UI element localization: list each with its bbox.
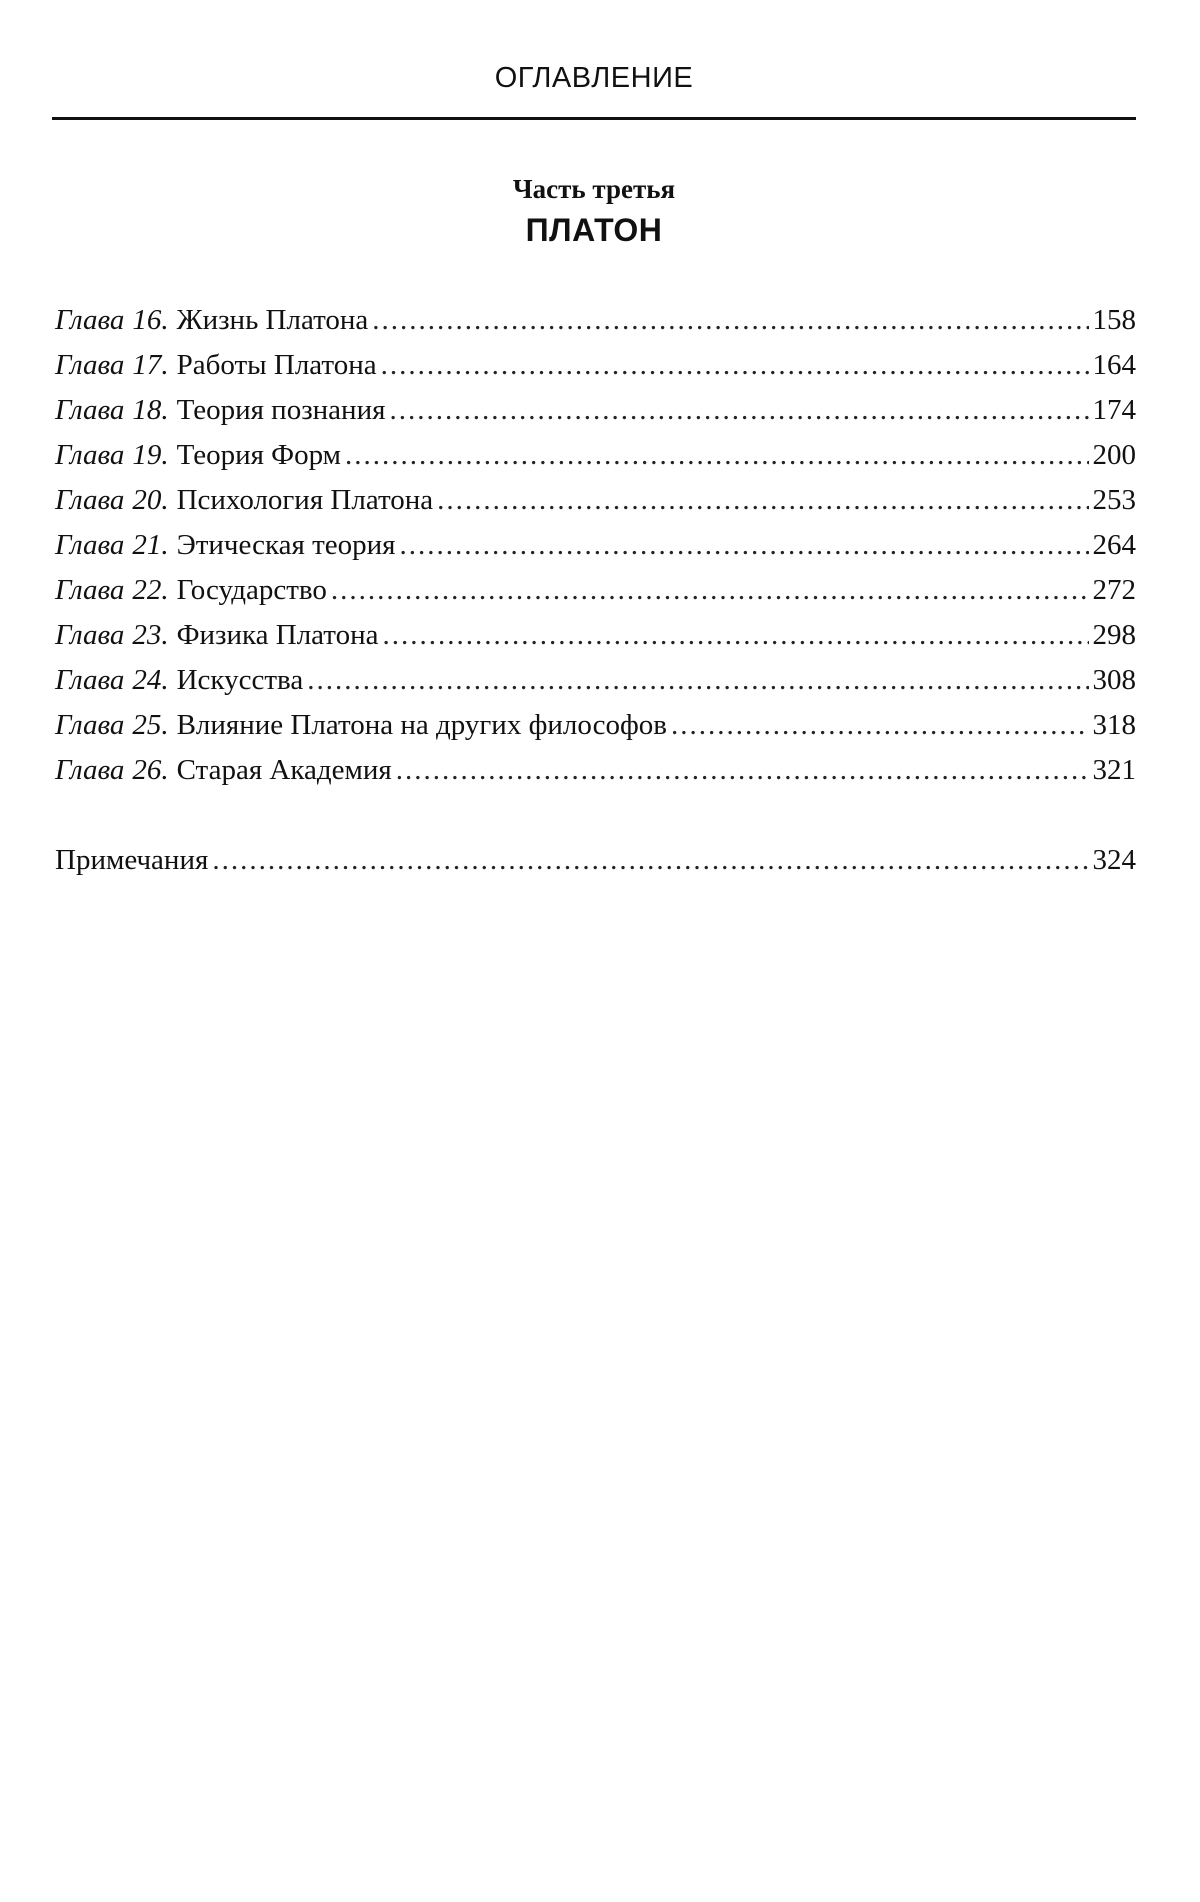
page-number: 308 — [1092, 664, 1136, 696]
running-head: ОГЛАВЛЕНИЕ — [494, 62, 694, 94]
dot-leader — [372, 298, 1088, 343]
chapter-number: 20. — [132, 484, 169, 516]
chapter-number: 16. — [132, 304, 169, 336]
chapter-number: 17. — [132, 349, 169, 381]
chapter-title: Государство — [176, 574, 327, 606]
toc-entry — [55, 478, 1136, 523]
dot-leader — [381, 343, 1089, 388]
part-label: Часть третья — [512, 174, 676, 204]
dot-leader — [212, 838, 1088, 883]
dot-leader — [307, 658, 1088, 703]
toc-entry — [55, 658, 1136, 703]
chapter-label: Глава — [55, 529, 125, 561]
chapter-number: 24. — [132, 664, 169, 696]
toc-entry — [55, 748, 1136, 793]
notes-title: Примечания — [55, 844, 209, 876]
dot-leader — [345, 433, 1088, 478]
chapter-label: Глава — [55, 709, 125, 741]
chapter-title: Влияние Платона на других философов — [176, 709, 667, 741]
chapter-title: Теория Форм — [176, 439, 342, 471]
dot-leader — [671, 703, 1089, 748]
toc-entry — [55, 388, 1136, 433]
chapter-title: Физика Платона — [176, 619, 379, 651]
chapter-number: 22. — [132, 574, 169, 606]
toc-entry — [55, 298, 1136, 343]
page-number: 298 — [1092, 619, 1136, 651]
page-number: 174 — [1092, 394, 1136, 426]
dot-leader — [331, 568, 1089, 613]
chapter-label: Глава — [55, 439, 125, 471]
chapter-number: 21. — [132, 529, 169, 561]
toc-entry — [55, 343, 1136, 388]
chapter-title: Теория познания — [176, 394, 386, 426]
chapter-label: Глава — [55, 754, 125, 786]
chapter-title: Жизнь Платона — [176, 304, 369, 336]
page-number: 318 — [1092, 709, 1136, 741]
dot-leader — [400, 523, 1089, 568]
header-rule — [52, 117, 1136, 120]
toc-entry — [55, 433, 1136, 478]
chapter-title: Психология Платона — [176, 484, 434, 516]
chapter-number: 26. — [132, 754, 169, 786]
page-number: 264 — [1092, 529, 1136, 561]
chapter-number: 23. — [132, 619, 169, 651]
chapter-label: Глава — [55, 574, 125, 606]
chapter-label: Глава — [55, 304, 125, 336]
dot-leader — [396, 748, 1089, 793]
chapter-label: Глава — [55, 349, 125, 381]
page-number: 321 — [1092, 754, 1136, 786]
dot-leader — [383, 613, 1089, 658]
toc-entry — [55, 568, 1136, 613]
chapter-number: 18. — [132, 394, 169, 426]
page-number: 253 — [1092, 484, 1136, 516]
chapter-number: 25. — [132, 709, 169, 741]
toc-entry — [55, 523, 1136, 568]
page-number: 200 — [1092, 439, 1136, 471]
notes-entry — [55, 838, 1136, 883]
chapter-number: 19. — [132, 439, 169, 471]
chapter-label: Глава — [55, 664, 125, 696]
dot-leader — [389, 388, 1088, 433]
chapter-title: Работы Платона — [176, 349, 377, 381]
page-number: 272 — [1092, 574, 1136, 606]
table-of-contents — [55, 298, 1136, 793]
notes-page-number: 324 — [1092, 844, 1136, 876]
chapter-label: Глава — [55, 394, 125, 426]
toc-entry — [55, 703, 1136, 748]
page-number: 164 — [1092, 349, 1136, 381]
chapter-title: Старая Академия — [176, 754, 392, 786]
dot-leader — [437, 478, 1088, 523]
chapter-label: Глава — [55, 484, 125, 516]
part-title: ПЛАТОН — [525, 212, 663, 248]
chapter-label: Глава — [55, 619, 125, 651]
toc-entry — [55, 613, 1136, 658]
chapter-title: Искусства — [176, 664, 304, 696]
chapter-title: Этическая теория — [176, 529, 396, 561]
page-number: 158 — [1092, 304, 1136, 336]
